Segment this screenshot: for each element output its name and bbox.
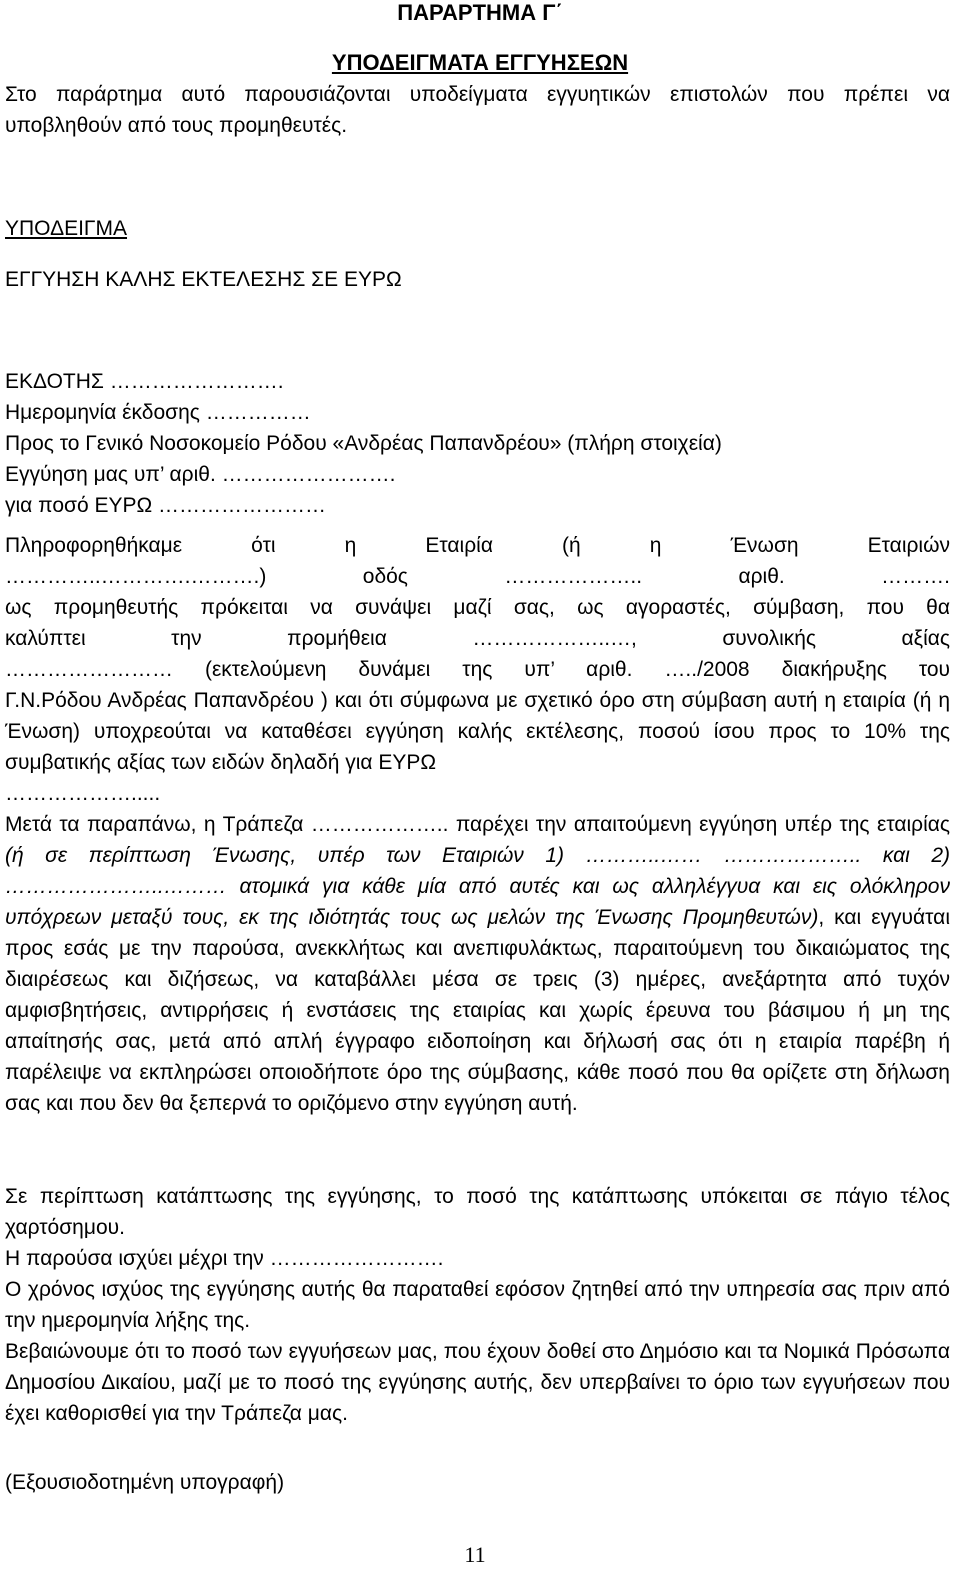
- para1-line1: [5, 530, 950, 561]
- para2-italic-text: (ή σε περίπτωση Ένωσης, υπέρ των Εταιριών 1) ………..…… ……………….. και 2) …………………..……… ατομικά για κάθε μία από αυτές και ως αλληλέγγυα και εις ολόκληρον υπόχρεων μεταξύ τους, εκ της ιδιότητάς τους ως μελών της Ένωσης Προμηθευτών): [5, 844, 950, 929]
- para1-rest: Γ.Ν.Ρόδου Ανδρέας Παπανδρέου ) και ότι σύμφωνα με σχετικό όρο στη σύμβαση αυτή η εταιρία (ή η Ένωση) υποχρεούται να καταθέσει εγγύηση καλής εκτέλεσης, ποσού ίσου προς το 10% της συμβατικής αξίας των ειδών δηλαδή για ΕΥΡΩ: [5, 689, 950, 774]
- document-subheading: ΥΠΟΔΕΙΓΜΑΤΑ ΕΓΓΥΗΣΕΩΝ: [331, 50, 629, 75]
- para1-line1-text: Πληροφορηθήκαμε ότι η Εταιρία (ή η Ένωση Εταιριών: [5, 534, 950, 557]
- guarantee-number-line: Εγγύηση μας υπ’ αριθ. …………………….: [5, 463, 396, 486]
- recipient-line: Προς το Γενικό Νοσοκομείο Ρόδου «Ανδρέας Παπανδρέου» (πλήρη στοιχεία): [5, 432, 722, 455]
- guarantee-header-block: [5, 366, 950, 521]
- para1-end: ……………….....: [5, 782, 161, 805]
- intro-paragraph: Στο παράρτημα αυτό παρουσιάζονται υποδείγματα εγγυητικών επιστολών που πρέπει να υποβληθούν από τους προμηθευτές.: [5, 83, 950, 137]
- issue-date-line: Ημερομηνία έκδοσης ……………: [5, 401, 311, 424]
- para2-text-b: , και εγγυάται προς εσάς με την παρούσα, ανεκκλήτως και ανεπιφυλάκτως, παραιτούμενη του δικαιώματος της διαιρέσεως και διζήσεως, να καταβάλλει μέσα σε τρεις (3) ημέρες, ανεξάρτητα από τυχόν αμφισβητήσεις, αντιρρήσεις ή ενστάσεις της εταιρίας και χωρίς έρευνα του βάσιμου ή μη της απαίτησής σας, μετά από απλή έγγραφο ειδοποίηση και δήλωσή σας ότι η εταιρία παρέβη ή παρέλειψε να εκπληρώσει οποιοδήποτε όρο της σύμβασης, κάθε ποσό που θα ορίζετε στη δήλωση σας και που δεν θα ξεπερνά το οριζόμενο στην εγγύηση αυτή.: [5, 906, 950, 1115]
- body-paragraph-2: [5, 809, 950, 1119]
- page-number: 11: [464, 1542, 486, 1567]
- body-paragraph-1: [5, 530, 950, 809]
- para1-line2: …………..………….……….) οδός ……………….. αριθ. ……….: [5, 565, 950, 588]
- body-paragraph-3: Σε περίπτωση κατάπτωσης της εγγύησης, το ποσό της κατάπτωσης υπόκειται σε πάγιο τέλος χαρτόσημου.: [5, 1185, 950, 1239]
- guarantee-title: ΕΓΓΥΗΣΗ ΚΑΛΗΣ ΕΚΤΕΛΕΣΗΣ ΣΕ ΕΥΡΩ: [5, 268, 402, 291]
- body-paragraph-4: Η παρούσα ισχύει μέχρι την …………………….: [5, 1247, 444, 1270]
- issuer-line: ΕΚΔΟΤΗΣ …………………….: [5, 370, 284, 393]
- para1-line4: καλύπτει την προμήθεια ………………..…, συνολικής αξίας: [5, 627, 950, 650]
- para2-text-a: Μετά τα παραπάνω, η Τράπεζα ……………….. παρέχει την απαιτούμενη εγγύηση υπέρ της εταιρίας: [5, 813, 950, 836]
- amount-line: για ποσό ΕΥΡΩ ……………………: [5, 494, 327, 517]
- body-paragraph-6: Βεβαιώνουμε ότι το ποσό των εγγυήσεων μας, που έχουν δοθεί στο Δημόσιο και τα Νομικά Πρόσωπα Δημοσίου Δικαίου, μαζί με το ποσό της εγγύησης αυτής, δεν υπερβαίνει το όριο των εγγυήσεων που έχει καθορισθεί για την Τράπεζα μας.: [5, 1340, 950, 1425]
- document-heading: ΠΑΡΑΡΤΗΜΑ Γ΄: [397, 0, 563, 25]
- body-paragraph-5: Ο χρόνος ισχύος της εγγύησης αυτής θα παραταθεί εφόσον ζητηθεί από την υπηρεσία σας πριν από την ημερομηνία λήξης της.: [5, 1278, 950, 1332]
- para1-line3: ως προμηθευτής πρόκειται να συνάψει μαζί σας, ως αγοραστές, σύμβαση, που θα: [5, 596, 950, 619]
- sample-label: ΥΠΟΔΕΙΓΜΑ: [5, 217, 128, 240]
- para1-line5: …………………… (εκτελούμενη δυνάμει της υπ’ αριθ. …../2008 διακήρυξης του: [5, 658, 950, 681]
- signature-line: (Εξουσιοδοτημένη υπογραφή): [5, 1471, 285, 1494]
